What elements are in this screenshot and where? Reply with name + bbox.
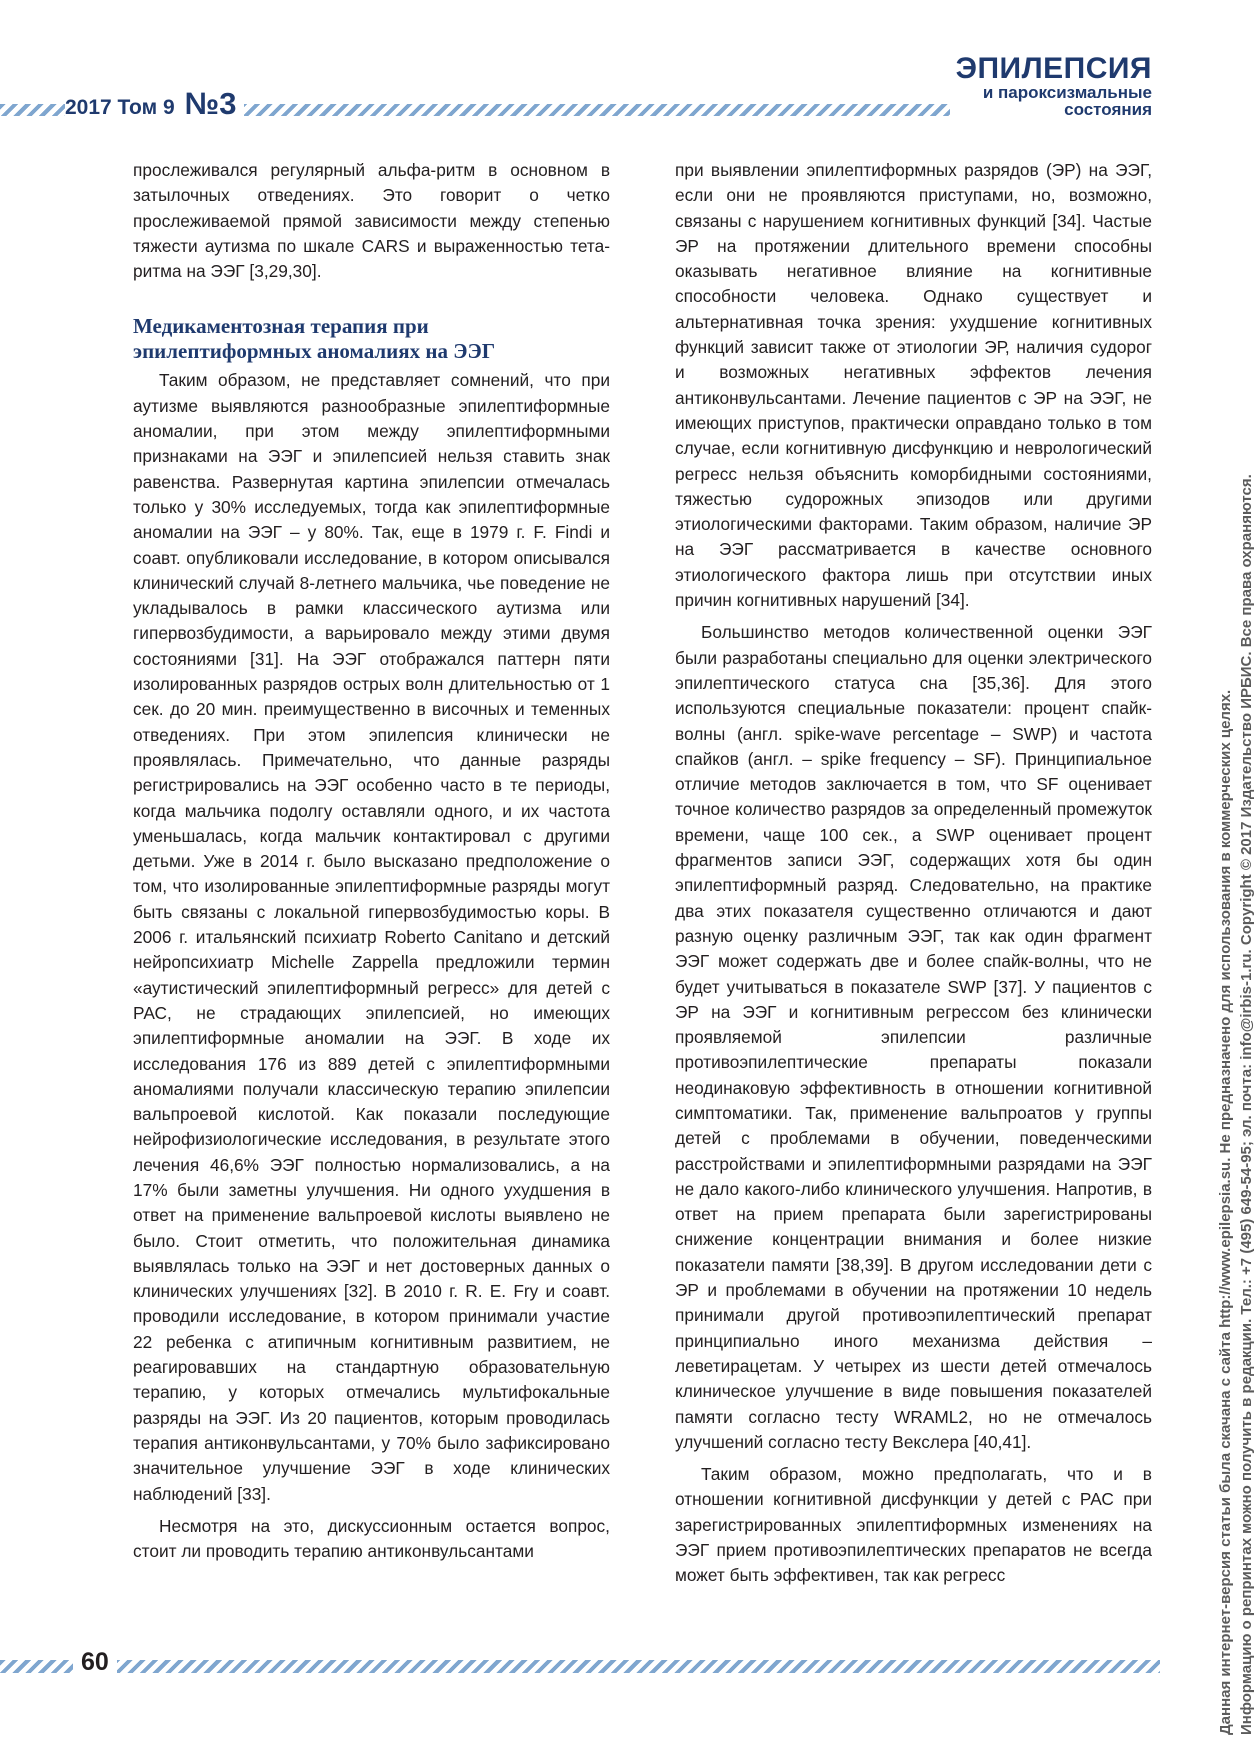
- side-notice-line2: Информацию о репринтах можно получить в редакции. Тел.: +7 (495) 649-54-95; эл. почта: info@irbis-1.ru. Copyright © 2017 Издательство ИРБИС. Все права охраняются.: [1238, 474, 1255, 1735]
- issue-info: [65, 86, 244, 122]
- journal-subtitle-line1: и пароксизмальные: [982, 83, 1152, 102]
- page-header: [0, 0, 1240, 130]
- footer-stripe-band: [0, 1660, 1160, 1673]
- section-title: Медикаментозная терапия при эпилептиформных аномалиях на ЭЭГ: [133, 314, 496, 364]
- journal-title: ЭПИЛЕПСИЯ: [955, 52, 1152, 85]
- right-column: [675, 158, 1152, 1589]
- issue-number: №3: [184, 86, 237, 121]
- body-paragraph: при выявлении эпилептиформных разрядов (ЭР) на ЭЭГ, если они не проявляются приступами, но, возможно, связаны с нарушением когнитивных функций [34]. Частые ЭР на протяжении длительного времени способны оказывать негативное влияние на когнитивные способности человека. Однако существует и альтернативная точка зрения: ухудшение когнитивных функций зависит также от этиологии ЭР, наличия судорог и возможных негативных эффектов лечения антиконвульсантами. Лечение пациентов с ЭР на ЭЭГ, не имеющих приступов, практически оправдано только в том случае, если когнитивную дисфункцию и неврологический регресс нельзя объяснить коморбидными состояниями, тяжестью судорожных эпизодов или другими этиологическими факторами. Таким образом, наличие ЭР на ЭЭГ рассматривается в качестве основного этиологического фактора лишь при отсутствии иных причин когнитивных нарушений [34].: [675, 160, 1152, 611]
- intro-paragraph: прослеживался регулярный альфа-ритм в основном в затылочных отведениях. Это говорит о четко прослеживаемой прямой зависимости между степенью тяжести аутизма по шкале CARS и выраженностью тета-ритма на ЭЭГ [3,29,30].: [133, 160, 610, 282]
- journal-logo: [956, 54, 1152, 118]
- issue-year-volume: 2017 Том 9: [65, 96, 175, 119]
- body-paragraph: Таким образом, не представляет сомнений, что при аутизме выявляются разнообразные эпилептиформные аномалии, при этом между эпилептиформными признаками на ЭЭГ и эпилепсией нельзя ставить знак равенства. Развернутая картина эпилепсии отмечалась только у 30% исследуемых, тогда как эпилептиформные аномалии на ЭЭГ – у 80%. Так, еще в 1979 г. F. Findi и соавт. опубликовали исследование, в котором описывался клинический случай 8-летнего мальчика, чье поведение не укладывалось в рамки классического аутизма или гипервозбудимости, а варьировало между этими двумя состояниями [31]. На ЭЭГ отображался паттерн пяти изолированных разрядов острых волн длительностью от 1 сек. до 20 мин. преимущественно в височных и теменных отведениях. При этом эпилепсия клинически не проявлялась. Примечательно, что данные разряды регистрировались на ЭЭГ особенно часто в те периоды, когда мальчика подолгу оставляли одного, и их частота уменьшалась, когда мальчик контактировал с другими детьми. Уже в 2014 г. было высказано предположение о том, что изолированные эпилептиформные разряды могут быть связаны с локальной гипервозбудимостью коры. В 2006 г. итальянский психиатр Roberto Canitano и детский нейропсихиатр Michelle Zappella предложили термин «аутистический эпилептиформный регресс» для детей с РАС, не страдающих эпилепсией, но имеющих эпилептиформные аномалии на ЭЭГ. В ходе их исследования 176 из 889 детей с эпилептиформными аномалиями получали классическую терапию эпилепсии вальпроевой кислотой. Как показали последующие нейрофизиологические исследования, в результате этого лечения 46,6% ЭЭГ полностью нормализовались, а на 17% были заметны улучшения. Ни одного ухудшения в ответ на применение вальпроевой кислоты выявлено не было. Стоит отметить, что положительная динамика выявлялась только на ЭЭГ и нет достоверных данных о клинических улучшениях [32]. В 2010 г. R. E. Fry и соавт. проводили исследование, в котором принимали участие 22 ребенка с атипичным когнитивным развитием, не реагировавших на стандартную образовательную терапию, у которых отмечались мультифокальные разряды на ЭЭГ. Из 20 пациентов, которым проводилась терапия антиконвульсантами, у 70% было зафиксировано значительное улучшение ЭЭГ в ходе клинических наблюдений [33].: [133, 370, 610, 1504]
- page-number: 60: [73, 1648, 117, 1677]
- side-notice-line1: Данная интернет-версия статьи была скачана с сайта http://www.epilepsia.su. Не предназначено для использования в коммерческих целях.: [1217, 689, 1234, 1735]
- copyright-side-notice: [1215, 75, 1257, 1735]
- journal-subtitle-line2: состояния: [1064, 100, 1152, 119]
- body-paragraph: Несмотря на это, дискуссионным остается вопрос, стоит ли проводить терапию антиконвульсантами: [133, 1515, 610, 1562]
- left-column: [133, 158, 610, 1564]
- body-paragraph: Большинство методов количественной оценки ЭЭГ были разработаны специально для оценки электрического эпилептического статуса сна [35,36]. Для этого используются специальные показатели: процент спайк-волны (англ. spike-wave percentage – SWP) и частота спайков (англ. – spike frequency – SF). Принципиальное отличие методов заключается в том, что SF оценивает точное количество разрядов за определенный промежуток времени, чаще 100 сек., а SWP оценивает процент фрагментов записи ЭЭГ, содержащих хотя бы один эпилептиформный разряд. Следовательно, на практике два этих показателя существенно отличаются и дают разную оценку различным ЭЭГ, так как один фрагмент ЭЭГ может содержать две и более спайк-волны, что не будет учитываться в показателе SWP [37]. У пациентов с ЭР на ЭЭГ и когнитивным регрессом без клинически проявляемой эпилепсии различные противоэпилептические препараты показали неодинаковую эффективность в отношении когнитивной симптоматики. Так, применение вальпроатов у группы детей с проблемами в обучении, поведенческими расстройствами и эпилептиформными разрядами на ЭЭГ не дало какого-либо клинического улучшения. Напротив, в ответ на прием препарата были зарегистрированы снижение концентрации внимания и более низкие показатели памяти [38,39]. В другом исследовании дети с ЭР и проблемами в обучении на протяжении 10 недель принимали другой противоэпилептический препарат принципиально иного механизма действия – леветирацетам. У четырех из шести детей отмечалось клиническое улучшение в виде повышения показателей памяти согласно тесту WRAML2, но не отмечалось улучшений согласно тесту Векслера [40,41].: [675, 622, 1152, 1452]
- body-paragraph: Таким образом, можно предполагать, что и в отношении когнитивной дисфункции у детей с РАС при зарегистрированных эпилептиформных изменениях на ЭЭГ прием противоэпилептических препаратов не всегда может быть эффективен, так как регресс: [675, 1464, 1152, 1586]
